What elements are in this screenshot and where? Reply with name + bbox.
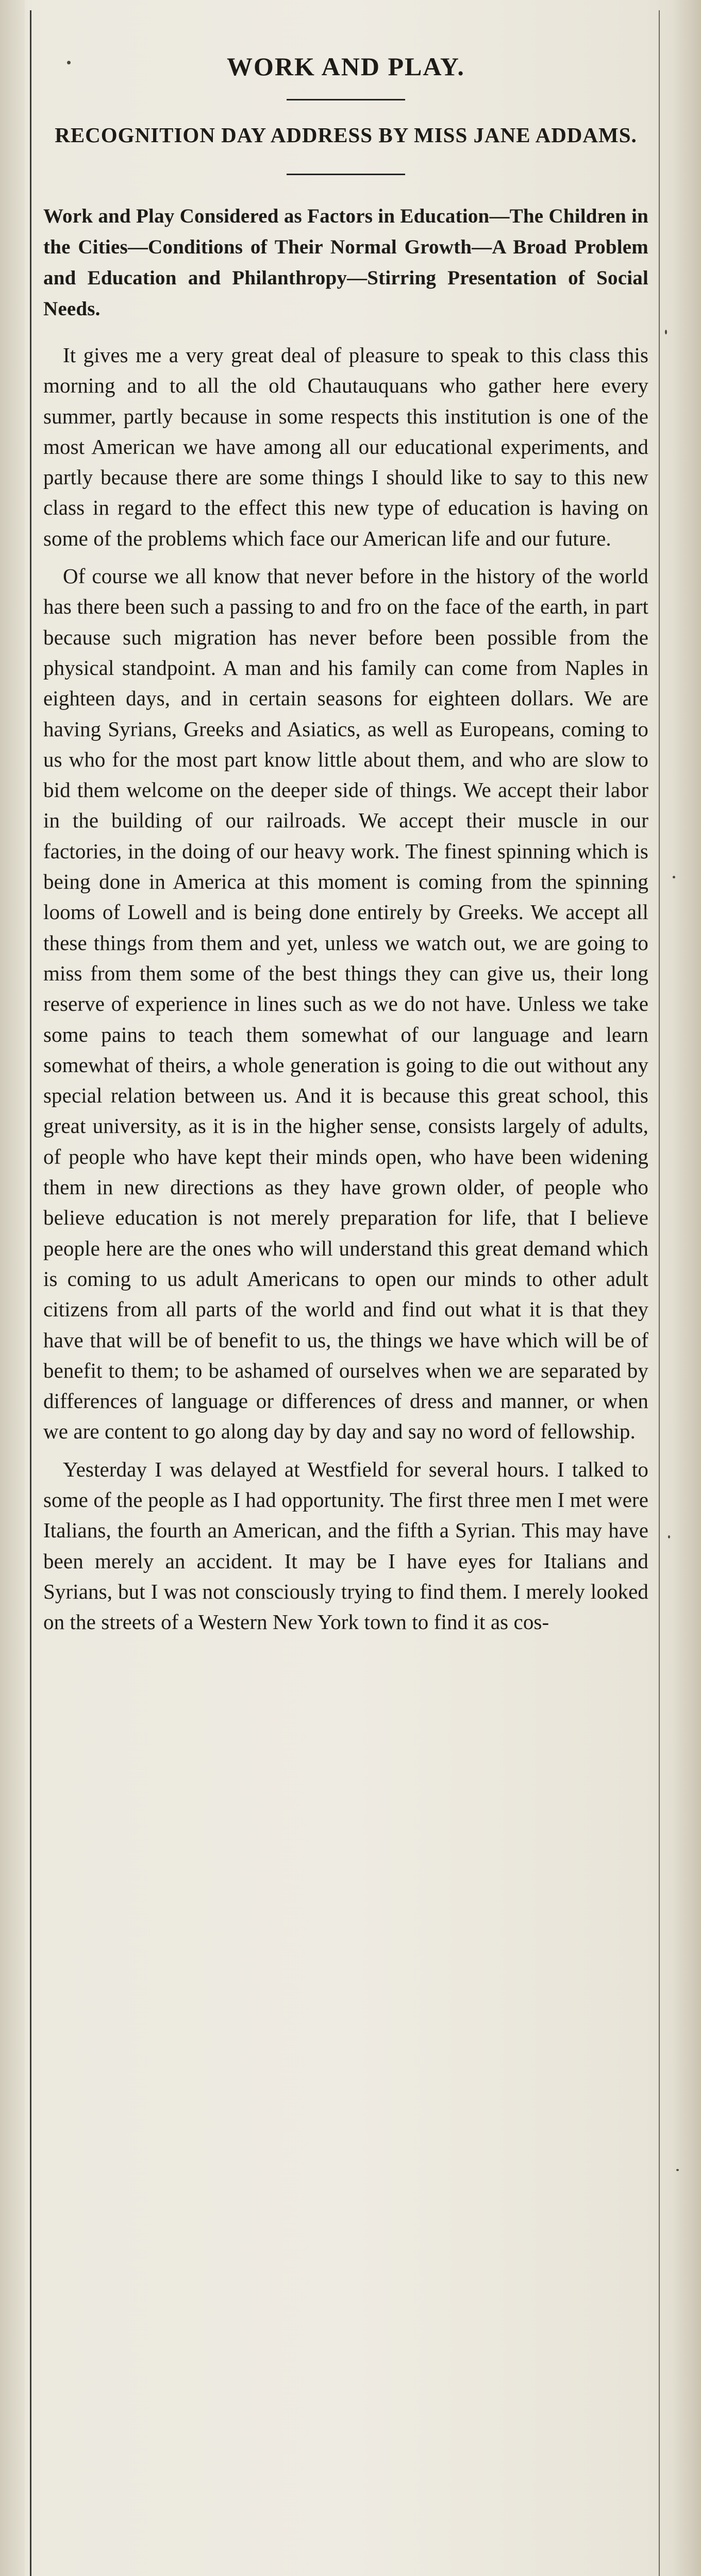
title-divider: [287, 99, 405, 100]
column-rule-left: [30, 10, 31, 2576]
column-rule-right: [659, 10, 660, 2576]
paragraph: Yesterday I was delayed at Westfield for several hours. I talked to some of the people as I had opportunity. The first three men I met were Italians, the fourth an American, and the fifth a Syrian. This may have been merely an accident. It may be I have eyes for Italians and Syrians, but I was not consciously trying to find them. I merely looked on the streets of a Western New York town to find it as cos-: [43, 1457, 648, 1634]
article-title: WORK AND PLAY.: [227, 52, 465, 81]
page-edge-left: [0, 0, 25, 2576]
print-speck: [673, 876, 675, 878]
article-column: [40, 36, 652, 1645]
print-speck: [665, 330, 667, 334]
print-speck: [676, 2169, 679, 2171]
article-subhead: RECOGNITION DAY ADDRESS BY MISS JANE ADDAMS.: [55, 123, 637, 147]
article-body: [43, 340, 648, 1637]
article-deck: Work and Play Considered as Factors in Education—The Children in the Cities—Conditions of Their Normal Growth—A Broad Problem and Education and Philanthropy—Stirring Presentation of Social Needs.: [43, 205, 648, 320]
subhead-divider: [287, 174, 405, 175]
page-edge-right: [671, 0, 701, 2576]
paragraph: It gives me a very great deal of pleasure to speak to this class this morning and to all the old Chautauquans who gather here every summer, partly because in some respects this institution is one of the most American we have among all our educational experiments, and partly because there are some things I should like to say to this new class in regard to the effect this new type of education is having on some of the problems which face our American life and our future.: [43, 343, 648, 550]
paragraph: Of course we all know that never before in the history of the world has there been such a passing to and fro on the face of the earth, in part because such migration has never before been possible from the physical standpoint. A man and his family can come from Naples in eighteen days, and in certain seasons for eighteen dollars. We are having Syrians, Greeks and Asiatics, as well as Europeans, coming to us who for the most part know little about them, and who are slow to bid them welcome on the deeper side of things. We accept their labor in the building of our railroads. We accept their muscle in our factories, in the doing of our heavy work. The finest spinning which is being done in America at this moment is coming from the spinning looms of Lowell and is being done entirely by Greeks. We accept all these things from them and yet, unless we watch out, we are going to miss from them some of the best things they can give us, their long reserve of experience in lines such as we do not have. Unless we take some pains to teach them somewhat of our language and learn somewhat of theirs, a whole generation is going to die out without any special relation between us. And it is because this great school, this great university, as it is in the higher sense, consists largely of adults, of people who have kept their minds open, who have been widening them in new directions as they have grown older, of people who believe education is not merely preparation for life, that I believe people here are the ones who will understand this great demand which is coming to us adult Americans to open our minds to other adult citizens from all parts of the world and find out what it is that they have that will be of benefit to us, the things we have which will be of benefit to them; to be ashamed of ourselves when we are separated by differences of language or differences of dress and manner, or when we are content to go along day by day and say no word of fellowship.: [43, 564, 648, 1444]
print-speck: [668, 1535, 670, 1538]
